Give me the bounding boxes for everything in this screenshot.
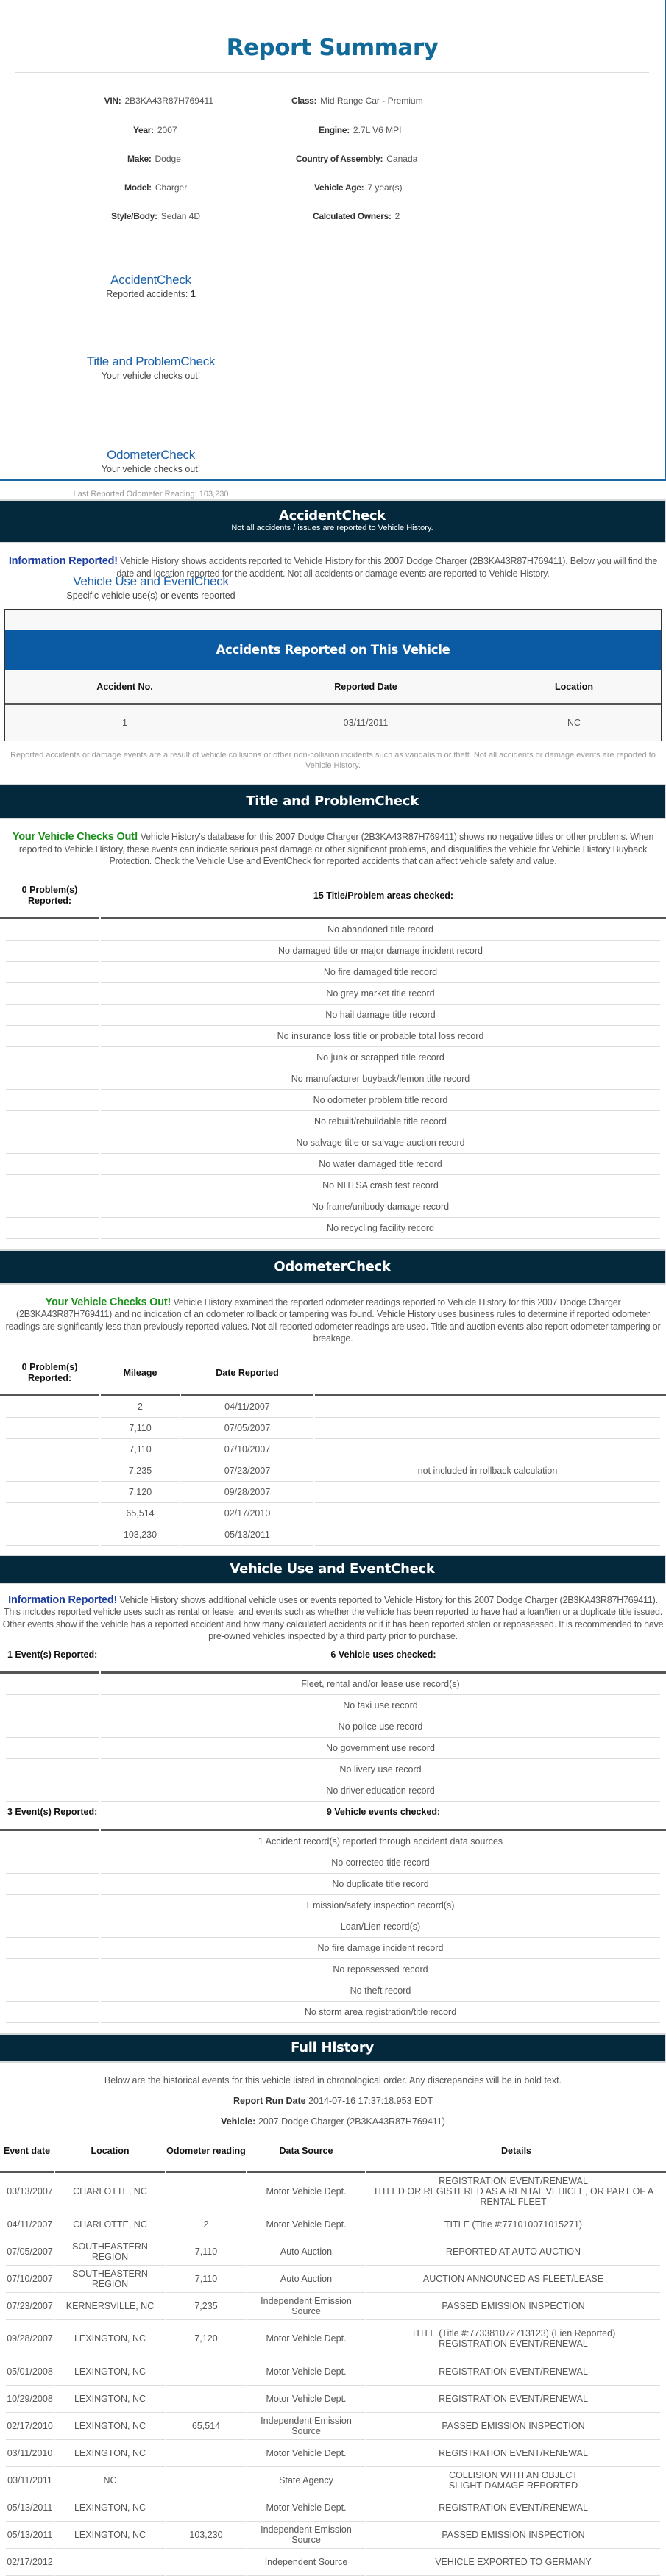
table-header: 3 Event(s) Reported: 9 Vehicle events checked: — [0, 1805, 666, 1831]
vehicle-uses-rows — [0, 1674, 666, 1802]
source-cell: Independent Source — [247, 2549, 365, 2576]
check-item: No water damaged title record — [101, 1154, 660, 1175]
report-run-date: Report Run Date 2014-07-16 17:37:18.953 EDT — [233, 2095, 433, 2106]
odometer-check-section — [0, 1249, 666, 1546]
location-cell: LEXINGTON, NC — [55, 2494, 165, 2522]
check-item: No rebuilt/rebuildable title record — [101, 1111, 660, 1132]
table-row — [0, 1460, 666, 1482]
spec-style: Style/Body: Sedan 4D — [111, 211, 201, 221]
section-title: Vehicle Use and EventCheck — [230, 1560, 435, 1577]
spec-age: Vehicle Age: 7 year(s) — [314, 182, 403, 193]
full-history-table — [0, 2141, 666, 2576]
table-row — [0, 2467, 666, 2494]
location-cell: LEXINGTON, NC — [55, 2386, 165, 2413]
note-cell — [315, 1524, 660, 1546]
table-row — [0, 1154, 666, 1175]
check-item: No corrected title record — [101, 1852, 660, 1874]
check-item: No junk or scrapped title record — [101, 1047, 660, 1068]
check-item: No damaged title or major damage incident record — [101, 941, 660, 962]
date-cell: 05/13/2011 — [181, 1524, 313, 1546]
check-item: Loan/Lien record(s) — [101, 1916, 660, 1938]
check-item: 1 Accident record(s) reported through accident data sources — [101, 1831, 660, 1852]
full-history-rows — [0, 2173, 666, 2576]
table-row — [0, 1439, 666, 1460]
check-item: No theft record — [101, 1980, 660, 2002]
check-item: Fleet, rental and/or lease use record(s) — [101, 1674, 660, 1695]
details-cell: PASSED EMISSION INSPECTION — [366, 2293, 660, 2320]
event-date-cell: 07/10/2007 — [6, 2266, 54, 2293]
empty-cell — [6, 1780, 99, 1802]
date-cell: 02/17/2010 — [181, 1503, 313, 1524]
event-date-cell: 03/11/2010 — [6, 2440, 54, 2467]
table-row — [0, 1175, 666, 1196]
spec-country: Country of Assembly: Canada — [296, 154, 418, 164]
table-row — [0, 1068, 666, 1090]
check-item: No livery use record — [101, 1759, 660, 1780]
table-row — [0, 1895, 666, 1916]
check-item: No driver education record — [101, 1780, 660, 1802]
empty-cell — [6, 1068, 99, 1090]
empty-cell — [6, 941, 99, 962]
table-row — [0, 1980, 666, 2002]
location-cell — [55, 2549, 165, 2576]
table-row — [0, 2211, 666, 2238]
table-row — [0, 1852, 666, 1874]
event-date-cell: 02/17/2012 — [6, 2549, 54, 2576]
check-item: No frame/unibody damage record — [101, 1196, 660, 1218]
empty-cell — [6, 1980, 99, 2002]
source-cell: State Agency — [247, 2467, 365, 2494]
odometer-cell: 7,110 — [166, 2266, 246, 2293]
vehicle-line: Vehicle: 2007 Dodge Charger (2B3KA43R87H769411) — [221, 2116, 445, 2127]
section-title: OdometerCheck — [274, 1258, 391, 1274]
table-row — [0, 919, 666, 941]
section-intro: Your Vehicle Checks Out! Vehicle History's database for this 2007 Dodge Charger (2B3KA43R87H769411) shows no negative titles or other problems. When reported to Vehicle History, these events can indicate serious past damage or other significant problems, and disqualifies the vehicle for Vehicle History Buyback Protection. Check the Vehicle Use and EventCheck for reported accidents that can affect vehicle safety and value. — [12, 831, 654, 866]
section-title: Title and ProblemCheck — [246, 793, 419, 809]
event-date-cell: 09/28/2007 — [6, 2320, 54, 2358]
check-item: No duplicate title record — [101, 1874, 660, 1895]
empty-cell — [6, 1439, 99, 1460]
check-item: No insurance loss title or probable total loss record — [101, 1026, 660, 1047]
section-intro: Your Vehicle Checks Out! Vehicle History examined the reported odometer readings reported to Vehicle History for this 2007 Dodge Charger (2B3KA43R87H769411) and no indication of an odometer rollback or tampering was found. Vehicle History uses business rules to determine if reported odometer readings are significantly less than previously reported values. Not all reported odometer readings are used. Title and auction events also report odometer tampering or breakage. — [5, 1296, 661, 1344]
last-odometer-reading: Last Reported Odometer Reading: 103,230 — [73, 490, 229, 499]
location-cell: LEXINGTON, NC — [55, 2440, 165, 2467]
empty-cell — [6, 1831, 99, 1852]
note-cell: not included in rollback calculation — [315, 1460, 660, 1482]
check-item: Emission/safety inspection record(s) — [101, 1895, 660, 1916]
odometer-cell — [166, 2386, 246, 2413]
details-cell: AUCTION ANNOUNCED AS FLEET/LEASE — [366, 2266, 660, 2293]
table-header: Accident No. Reported Date Location — [5, 670, 661, 705]
note-cell — [315, 1503, 660, 1524]
note-cell — [315, 1482, 660, 1503]
details-cell: REGISTRATION EVENT/RENEWAL — [366, 2358, 660, 2386]
check-item: No grey market title record — [101, 983, 660, 1005]
source-cell: Auto Auction — [247, 2238, 365, 2266]
event-date-cell: 03/13/2007 — [6, 2173, 54, 2211]
mileage-cell: 103,230 — [101, 1524, 180, 1546]
spec-owners: Calculated Owners: 2 — [313, 211, 400, 221]
check-item: No manufacturer buyback/lemon title record — [101, 1068, 660, 1090]
empty-cell — [6, 1874, 99, 1895]
table-row — [0, 1959, 666, 1980]
source-cell: Independent Emission Source — [247, 2413, 365, 2440]
table-header: 1 Event(s) Reported: 6 Vehicle uses checked: — [0, 1647, 666, 1674]
empty-cell — [6, 1716, 99, 1738]
table-row — [0, 1047, 666, 1068]
title-check-rows — [0, 919, 666, 1239]
note-cell — [315, 1439, 660, 1460]
empty-cell — [6, 1503, 99, 1524]
odometer-rows — [0, 1396, 666, 1546]
table-row — [0, 1503, 666, 1524]
spec-make: Make: Dodge — [127, 154, 181, 164]
empty-cell — [6, 1482, 99, 1503]
check-item: No fire damaged title record — [101, 962, 660, 983]
table-row — [0, 2002, 666, 2023]
check-item: No NHTSA crash test record — [101, 1175, 660, 1196]
check-item: No police use record — [101, 1716, 660, 1738]
page-title: Report Summary — [226, 35, 439, 61]
check-item: No abandoned title record — [101, 919, 660, 941]
summary-title-check: Title and ProblemCheck Your vehicle checks out! — [4, 354, 298, 382]
location-cell: CHARLOTTE, NC — [55, 2211, 165, 2238]
table-row — [0, 1674, 666, 1695]
location-cell: LEXINGTON, NC — [55, 2358, 165, 2386]
odometer-cell — [166, 2549, 246, 2576]
vehicle-events-rows — [0, 1831, 666, 2023]
date-cell: 04/11/2007 — [181, 1396, 313, 1418]
table-row — [0, 2494, 666, 2522]
table-row — [0, 1831, 666, 1852]
table-row — [0, 2440, 666, 2467]
source-cell: Independent Emission Source — [247, 2293, 365, 2320]
table-row — [0, 1738, 666, 1759]
location-cell: NC — [55, 2467, 165, 2494]
accident-note: Reported accidents or damage events are a result of vehicle collisions or other non-collision incidents such as vandalism or theft. Not all accidents or damage events are reported to Vehicle History. — [10, 751, 656, 770]
table-row — [0, 2549, 666, 2576]
odometer-cell: 7,120 — [166, 2320, 246, 2358]
mileage-cell: 2 — [101, 1396, 180, 1418]
table-row — [0, 2266, 666, 2293]
empty-cell — [6, 1938, 99, 1959]
location-cell: KERNERSVILLE, NC — [55, 2293, 165, 2320]
odometer-cell: 2 — [166, 2211, 246, 2238]
details-cell: REGISTRATION EVENT/RENEWAL — [366, 2440, 660, 2467]
accident-count: 1 — [190, 289, 196, 299]
mileage-cell: 7,110 — [101, 1418, 180, 1439]
table-header: Event date Location Odometer reading Data Source Details — [0, 2141, 666, 2173]
details-cell: PASSED EMISSION INSPECTION — [366, 2522, 660, 2549]
title-check-section — [0, 784, 666, 1239]
table-row — [0, 1026, 666, 1047]
full-history-intro: Below are the historical events for this vehicle listed in chronological order. Any discrepancies will be in bold text. — [104, 2074, 562, 2086]
vehicle-specs — [0, 73, 665, 254]
table-row — [0, 2320, 666, 2358]
table-row — [0, 1482, 666, 1503]
source-cell: Independent Emission Source — [247, 2522, 365, 2549]
check-item: No repossessed record — [101, 1959, 660, 1980]
event-date-cell: 07/23/2007 — [6, 2293, 54, 2320]
table-header: 0 Problem(s) Reported: 15 Title/Problem areas checked: — [0, 884, 666, 919]
odometer-cell — [166, 2467, 246, 2494]
event-date-cell: 10/29/2008 — [6, 2386, 54, 2413]
empty-cell — [6, 1895, 99, 1916]
table-title: Accidents Reported on This Vehicle — [5, 630, 661, 670]
event-date-cell: 04/11/2007 — [6, 2211, 54, 2238]
empty-cell — [6, 1695, 99, 1716]
spec-model: Model: Charger — [124, 182, 188, 193]
table-row — [0, 1005, 666, 1026]
table-row — [0, 2386, 666, 2413]
table-row — [0, 2413, 666, 2440]
vehicle-events-table — [0, 1805, 666, 2023]
date-cell: 09/28/2007 — [181, 1482, 313, 1503]
details-cell: TITLE (Title #:773381072713123) (Lien Reported) REGISTRATION EVENT/RENEWAL — [366, 2320, 660, 2358]
location-cell: LEXINGTON, NC — [55, 2320, 165, 2358]
empty-cell — [6, 1759, 99, 1780]
odometer-cell: 103,230 — [166, 2522, 246, 2549]
use-event-check-link[interactable]: Vehicle Use and EventCheck — [73, 574, 229, 588]
source-cell: Motor Vehicle Dept. — [247, 2440, 365, 2467]
table-row — [0, 1132, 666, 1154]
empty-cell — [6, 1154, 99, 1175]
check-item: No salvage title or salvage auction record — [101, 1132, 660, 1154]
empty-cell — [6, 1026, 99, 1047]
section-subtitle: Not all accidents / issues are reported to Vehicle History. — [231, 524, 433, 532]
event-date-cell: 05/01/2008 — [6, 2358, 54, 2386]
spec-engine: Engine: 2.7L V6 MPI — [319, 125, 402, 135]
table-header: 0 Problem(s) Reported: Mileage Date Reported — [0, 1361, 666, 1396]
empty-cell — [6, 1196, 99, 1218]
source-cell: Auto Auction — [247, 2266, 365, 2293]
empty-cell — [6, 1132, 99, 1154]
empty-cell — [6, 1524, 99, 1546]
section-intro: Information Reported! Vehicle History shows additional vehicle uses or events reported to Vehicle History for this 2007 Dodge Charger (2B3KA43R87H769411). This includes reported vehicle uses such as rental or lease, and events such as whether the vehicle has been reported to have had a loan/lien or a duplicate title issued. Other events show if the vehicle has a reported accident and how many calculated accidents or if it has been reported stolen or repossessed. It is recommended to have pre-owned vehicles inspected by a third party prior to purchase. — [2, 1594, 664, 1641]
location-cell: SOUTHEASTERN REGION — [55, 2238, 165, 2266]
location-cell: LEXINGTON, NC — [55, 2522, 165, 2549]
table-row — [0, 962, 666, 983]
event-date-cell: 05/13/2011 — [6, 2522, 54, 2549]
event-date-cell: 02/17/2010 — [6, 2413, 54, 2440]
date-cell: 07/10/2007 — [181, 1439, 313, 1460]
empty-cell — [6, 1738, 99, 1759]
title-check-link[interactable]: Title and ProblemCheck — [86, 354, 216, 368]
details-cell: PASSED EMISSION INSPECTION — [366, 2413, 660, 2440]
section-banner — [0, 1249, 666, 1285]
odometer-check-link[interactable]: OdometerCheck — [107, 448, 195, 462]
table-row — [0, 1759, 666, 1780]
note-cell — [315, 1418, 660, 1439]
table-row — [0, 2238, 666, 2266]
vehicle-uses-table — [0, 1647, 666, 1802]
location-cell: CHARLOTTE, NC — [55, 2173, 165, 2211]
empty-cell — [6, 1175, 99, 1196]
location-cell: LEXINGTON, NC — [55, 2413, 165, 2440]
table-row — [0, 983, 666, 1005]
table-row — [0, 1418, 666, 1439]
event-date-cell: 07/05/2007 — [6, 2238, 54, 2266]
empty-cell — [6, 1959, 99, 1980]
date-cell: 07/05/2007 — [181, 1418, 313, 1439]
odometer-cell: 7,110 — [166, 2238, 246, 2266]
full-history-section — [0, 2033, 666, 2576]
section-title: Full History — [291, 2039, 374, 2055]
section-intro: Information Reported! Vehicle History shows accidents reported to Vehicle History for this 2007 Dodge Charger (2B3KA43R87H769411). Below you will find the date and location reported for the accident. Not all accidents or damage events are reported to Vehicle History. — [8, 555, 658, 579]
mileage-cell: 7,120 — [101, 1482, 180, 1503]
empty-cell — [6, 1005, 99, 1026]
details-cell: REGISTRATION EVENT/RENEWAL — [366, 2386, 660, 2413]
table-row — [0, 1090, 666, 1111]
accidents-table — [4, 609, 662, 741]
summary-odometer-check: OdometerCheck Your vehicle checks out! Last Reported Odometer Reading: 103,230 — [4, 447, 298, 500]
mileage-cell: 7,235 — [101, 1460, 180, 1482]
summary-use-event-check: Vehicle Use and EventCheck Specific vehicle use(s) or events reported — [4, 574, 298, 602]
odometer-cell: 7,235 — [166, 2293, 246, 2320]
accident-check-link[interactable]: AccidentCheck — [110, 273, 191, 287]
spec-vin: VIN: 2B3KA43R87H769411 — [104, 96, 213, 106]
location-cell: SOUTHEASTERN REGION — [55, 2266, 165, 2293]
mileage-cell: 65,514 — [101, 1503, 180, 1524]
table-row — [0, 1111, 666, 1132]
note-cell — [315, 1396, 660, 1418]
table-row — [0, 1874, 666, 1895]
section-banner — [0, 784, 666, 819]
empty-cell — [6, 1916, 99, 1938]
check-item: No taxi use record — [101, 1695, 660, 1716]
mileage-cell: 7,110 — [101, 1439, 180, 1460]
details-cell: REGISTRATION EVENT/RENEWAL — [366, 2494, 660, 2522]
empty-cell — [6, 1111, 99, 1132]
table-row — [0, 1716, 666, 1738]
table-row — [0, 1695, 666, 1716]
source-cell: Motor Vehicle Dept. — [247, 2173, 365, 2211]
check-item: No recycling facility record — [101, 1218, 660, 1239]
odometer-cell — [166, 2358, 246, 2386]
details-cell: TITLE (Title #:771010071015271) — [366, 2211, 660, 2238]
details-cell: VEHICLE EXPORTED TO GERMANY — [366, 2549, 660, 2576]
odometer-cell — [166, 2494, 246, 2522]
table-row — [0, 2173, 666, 2211]
source-cell: Motor Vehicle Dept. — [247, 2211, 365, 2238]
source-cell: Motor Vehicle Dept. — [247, 2494, 365, 2522]
details-cell: REGISTRATION EVENT/RENEWAL TITLED OR REGISTERED AS A RENTAL VEHICLE, OR PART OF A RENTAL FLEET — [366, 2173, 660, 2211]
table-row — [0, 1396, 666, 1418]
table-row — [0, 2522, 666, 2549]
spec-class: Class: Mid Range Car - Premium — [291, 96, 423, 106]
check-item: No hail damage title record — [101, 1005, 660, 1026]
event-date-cell: 05/13/2011 — [6, 2494, 54, 2522]
empty-cell — [6, 1852, 99, 1874]
section-banner — [0, 1555, 666, 1584]
use-event-section — [0, 1555, 666, 2023]
empty-cell — [6, 1418, 99, 1439]
empty-cell — [6, 1090, 99, 1111]
odometer-cell: 65,514 — [166, 2413, 246, 2440]
empty-cell — [6, 1047, 99, 1068]
source-cell: Motor Vehicle Dept. — [247, 2386, 365, 2413]
summary-accident-check: AccidentCheck Reported accidents: 1 — [4, 272, 298, 300]
empty-cell — [6, 962, 99, 983]
empty-cell — [6, 1460, 99, 1482]
odometer-cell — [166, 2173, 246, 2211]
empty-cell — [6, 2002, 99, 2023]
title-check-table — [0, 884, 666, 1239]
source-cell: Motor Vehicle Dept. — [247, 2358, 365, 2386]
empty-cell — [6, 983, 99, 1005]
section-banner — [0, 2033, 666, 2063]
event-date-cell: 03/11/2011 — [6, 2467, 54, 2494]
table-row — [0, 1780, 666, 1802]
check-item: No odometer problem title record — [101, 1090, 660, 1111]
table-row — [0, 1916, 666, 1938]
odometer-cell — [166, 2440, 246, 2467]
table-row — [0, 1938, 666, 1959]
check-item: No storm area registration/title record — [101, 2002, 660, 2023]
section-title: AccidentCheck — [279, 508, 386, 524]
spec-year: Year: 2007 — [133, 125, 177, 135]
table-row — [0, 1196, 666, 1218]
table-row: 1 03/11/2011 NC — [122, 718, 581, 728]
details-cell: COLLISION WITH AN OBJECT SLIGHT DAMAGE REPORTED — [366, 2467, 660, 2494]
empty-cell — [6, 1218, 99, 1239]
empty-cell — [6, 1396, 99, 1418]
table-row — [0, 941, 666, 962]
empty-cell — [6, 919, 99, 941]
table-row — [0, 1218, 666, 1239]
table-row — [0, 2358, 666, 2386]
check-item: No fire damage incident record — [101, 1938, 660, 1959]
details-cell: REPORTED AT AUTO AUCTION — [366, 2238, 660, 2266]
source-cell: Motor Vehicle Dept. — [247, 2320, 365, 2358]
check-item: No government use record — [101, 1738, 660, 1759]
table-row — [0, 1524, 666, 1546]
table-row — [0, 2293, 666, 2320]
date-cell: 07/23/2007 — [181, 1460, 313, 1482]
empty-cell — [6, 1674, 99, 1695]
odometer-table — [0, 1361, 666, 1546]
